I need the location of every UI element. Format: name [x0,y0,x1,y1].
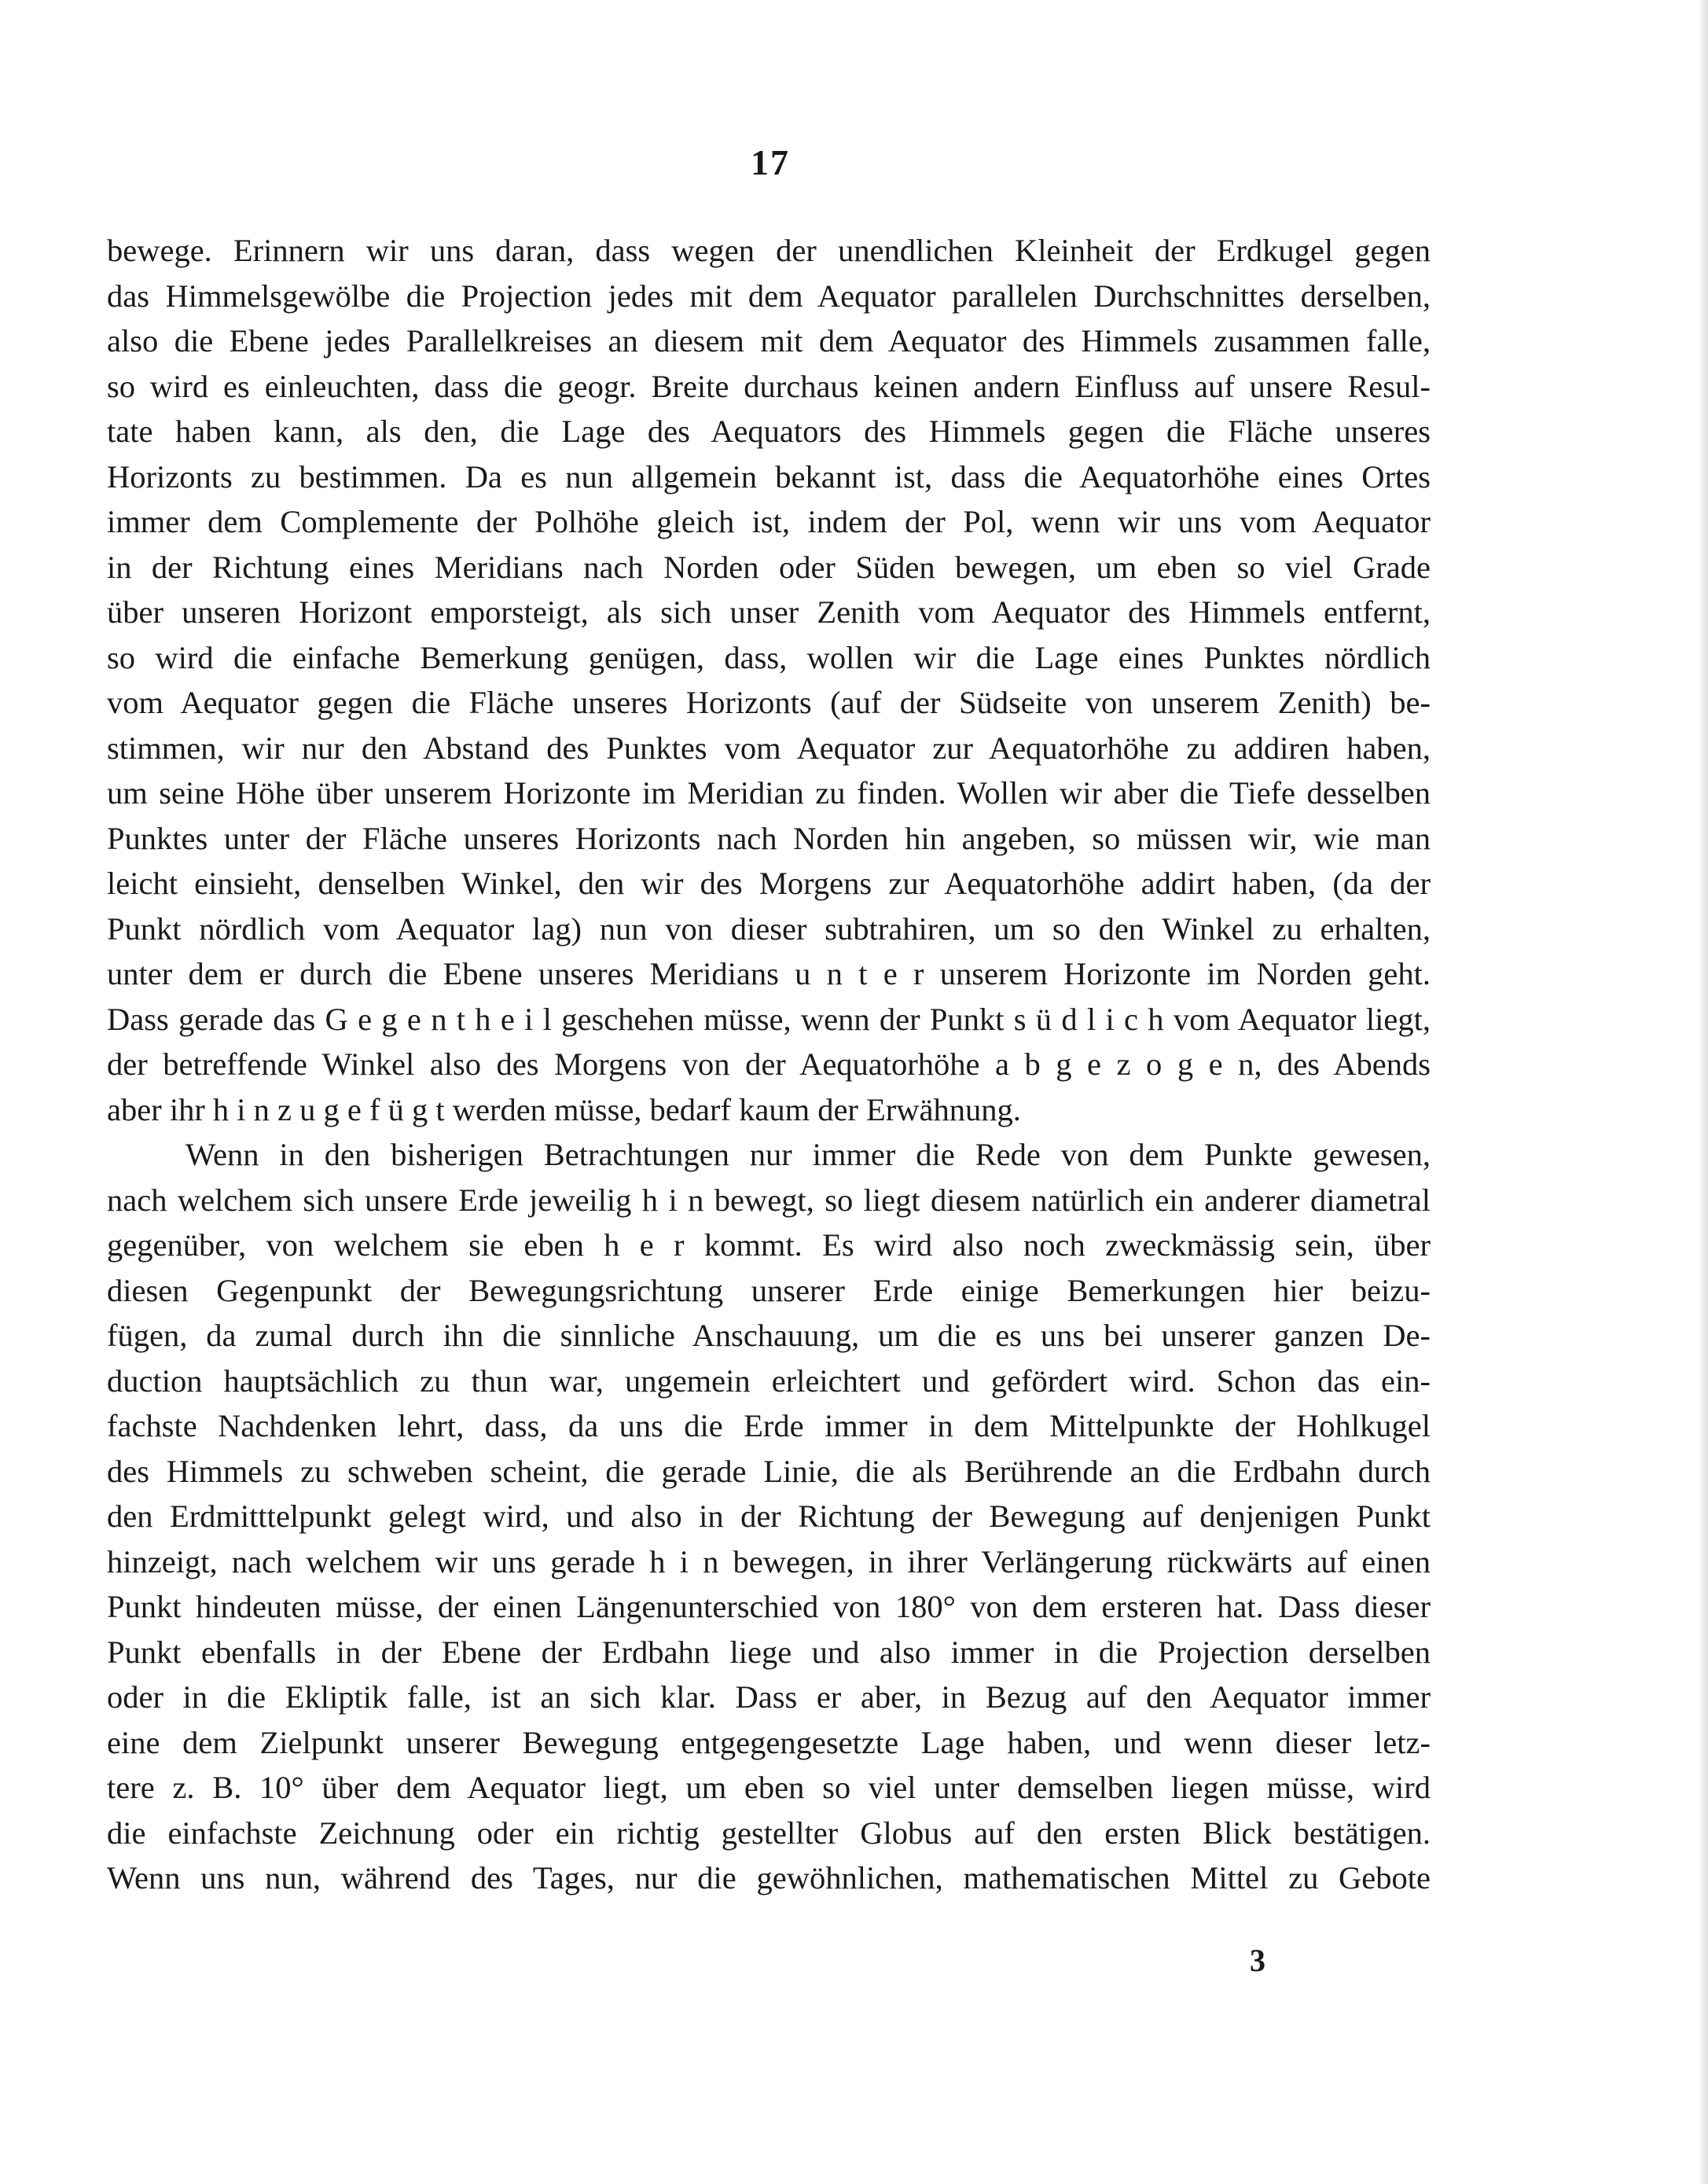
page-edge-shadow [1700,0,1708,2184]
text-line: oder in die Ekliptik falle, ist an sich klar. Dass er aber, in Bezug auf den Aequator immer [107,1679,1431,1715]
text-line: Wenn uns nun, während des Tages, nur die gewöhnlichen, mathematischen Mittel zu Gebote [107,1860,1431,1895]
text-line: immer dem Complemente der Polhöhe gleich ist, indem der Pol, wenn wir uns vom Aequator [107,504,1431,539]
text-line: über unseren Horizont emporsteigt, als sich unser Zenith vom Aequator des Himmels entfernt, [107,594,1431,630]
text-line: Punkt ebenfalls in der Ebene der Erdbahn liege und also immer in die Projection derselben [107,1634,1431,1670]
text-line: Dass gerade das G e g e n t h e i l geschehen müsse, wenn der Punkt s ü d l i c h vom Aequator liegt, [107,1001,1431,1037]
text-line: des Himmels zu schweben scheint, die gerade Linie, die als Berührende an die Erdbahn durch [107,1453,1431,1489]
text-line: nach welchem sich unsere Erde jeweilig h i n bewegt, so liegt diesem natürlich ein anderer diametral [107,1182,1431,1218]
text-line: um seine Höhe über unserem Horizonte im Meridian zu finden. Wollen wir aber die Tiefe desselben [107,775,1431,811]
text-line: den Erdmitttelpunkt gelegt wird, und also in der Richtung der Bewegung auf denjenigen Punkt [107,1498,1431,1534]
text-line: unter dem er durch die Ebene unseres Meridians u n t e r unserem Horizonte im Norden geht. [107,956,1431,991]
text-line: aber ihr h i n z u g e f ü g t werden müsse, bedarf kaum der Erwähnung. [107,1091,1021,1127]
paragraph-2 [107,1132,1431,1901]
text-line: tate haben kann, als den, die Lage des Aequators des Himmels gegen die Fläche unseres [107,414,1431,449]
text-line: die einfachste Zeichnung oder ein richtig gestellter Globus auf den ersten Blick bestätigen. [107,1814,1431,1851]
text-line: hinzeigt, nach welchem wir uns gerade h i n bewegen, in ihrer Verlängerung rückwärts auf einen [107,1543,1431,1579]
text-line: fachste Nachdenken lehrt, dass, da uns die Erde immer in dem Mittelpunkte der Hohlkugel [107,1408,1431,1443]
text-line: fügen, da zumal durch ihn die sinnliche Anschauung, um die es uns bei unserer ganzen De- [107,1318,1431,1353]
text-line: stimmen, wir nur den Abstand des Punktes vom Aequator zur Aequatorhöhe zu addiren haben, [107,730,1431,766]
text-line: das Himmelsgewölbe die Projection jedes mit dem Aequator parallelen Durchschnittes derselben, [107,278,1431,314]
text-line: bewege. Erinnern wir uns daran, dass wegen der unendlichen Kleinheit der Erdkugel gegen [107,233,1431,268]
text-line: tere z. B. 10° über dem Aequator liegt, um eben so viel unter demselben liegen müsse, wird [107,1770,1431,1805]
paragraph-1 [107,228,1431,1132]
text-line: in der Richtung eines Meridians nach Norden oder Süden bewegen, um eben so viel Grade [107,549,1431,585]
text-line: diesen Gegenpunkt der Bewegungsrichtung unserer Erde einige Bemerkungen hier beizu- [107,1272,1431,1308]
text-line: vom Aequator gegen die Fläche unseres Horizonts (auf der Südseite von unserem Zenith) be- [107,685,1431,720]
text-line: also die Ebene jedes Parallelkreises an diesem mit dem Aequator des Himmels zusammen falle, [107,323,1431,358]
text-line: Punkt hindeuten müsse, der einen Längenunterschied von 180° von dem ersteren hat. Dass dieser [107,1589,1431,1624]
page-number: 17 [751,142,790,182]
body-text [107,228,1431,1901]
text-line: so wird die einfache Bemerkung genügen, dass, wollen wir die Lage eines Punktes nördlich [107,639,1431,675]
text-line: Wenn in den bisherigen Betrachtungen nur immer die Rede von dem Punkte gewesen, [185,1137,1431,1172]
text-line: leicht einsieht, denselben Winkel, den wir des Morgens zur Aequatorhöhe addirt haben, (da der [107,866,1431,901]
text-line: duction hauptsächlich zu thun war, ungemein erleichtert und gefördert wird. Schon das ein- [107,1362,1431,1399]
text-line: eine dem Zielpunkt unserer Bewegung entgegengesetzte Lage haben, und wenn dieser letz- [107,1724,1431,1760]
text-line: Horizonts zu bestimmen. Da es nun allgemein bekannt ist, dass die Aequatorhöhe eines Ortes [107,458,1431,495]
text-line: Punkt nördlich vom Aequator lag) nun von dieser subtrahiren, um so den Winkel zu erhalten, [107,910,1431,947]
text-line: so wird es einleuchten, dass die geogr. Breite durchaus keinen andern Einfluss auf unsere Resul- [107,368,1431,404]
text-line: gegenüber, von welchem sie eben h e r kommt. Es wird also noch zweckmässig sein, über [107,1227,1431,1263]
text-line: der betreffende Winkel also des Morgens von der Aequatorhöhe a b g e z o g e n, des Abends [107,1046,1431,1082]
text-line: Punktes unter der Fläche unseres Horizonts nach Norden hin angeben, so müssen wir, wie man [107,820,1431,856]
signature-mark: 3 [1250,1943,1265,1978]
